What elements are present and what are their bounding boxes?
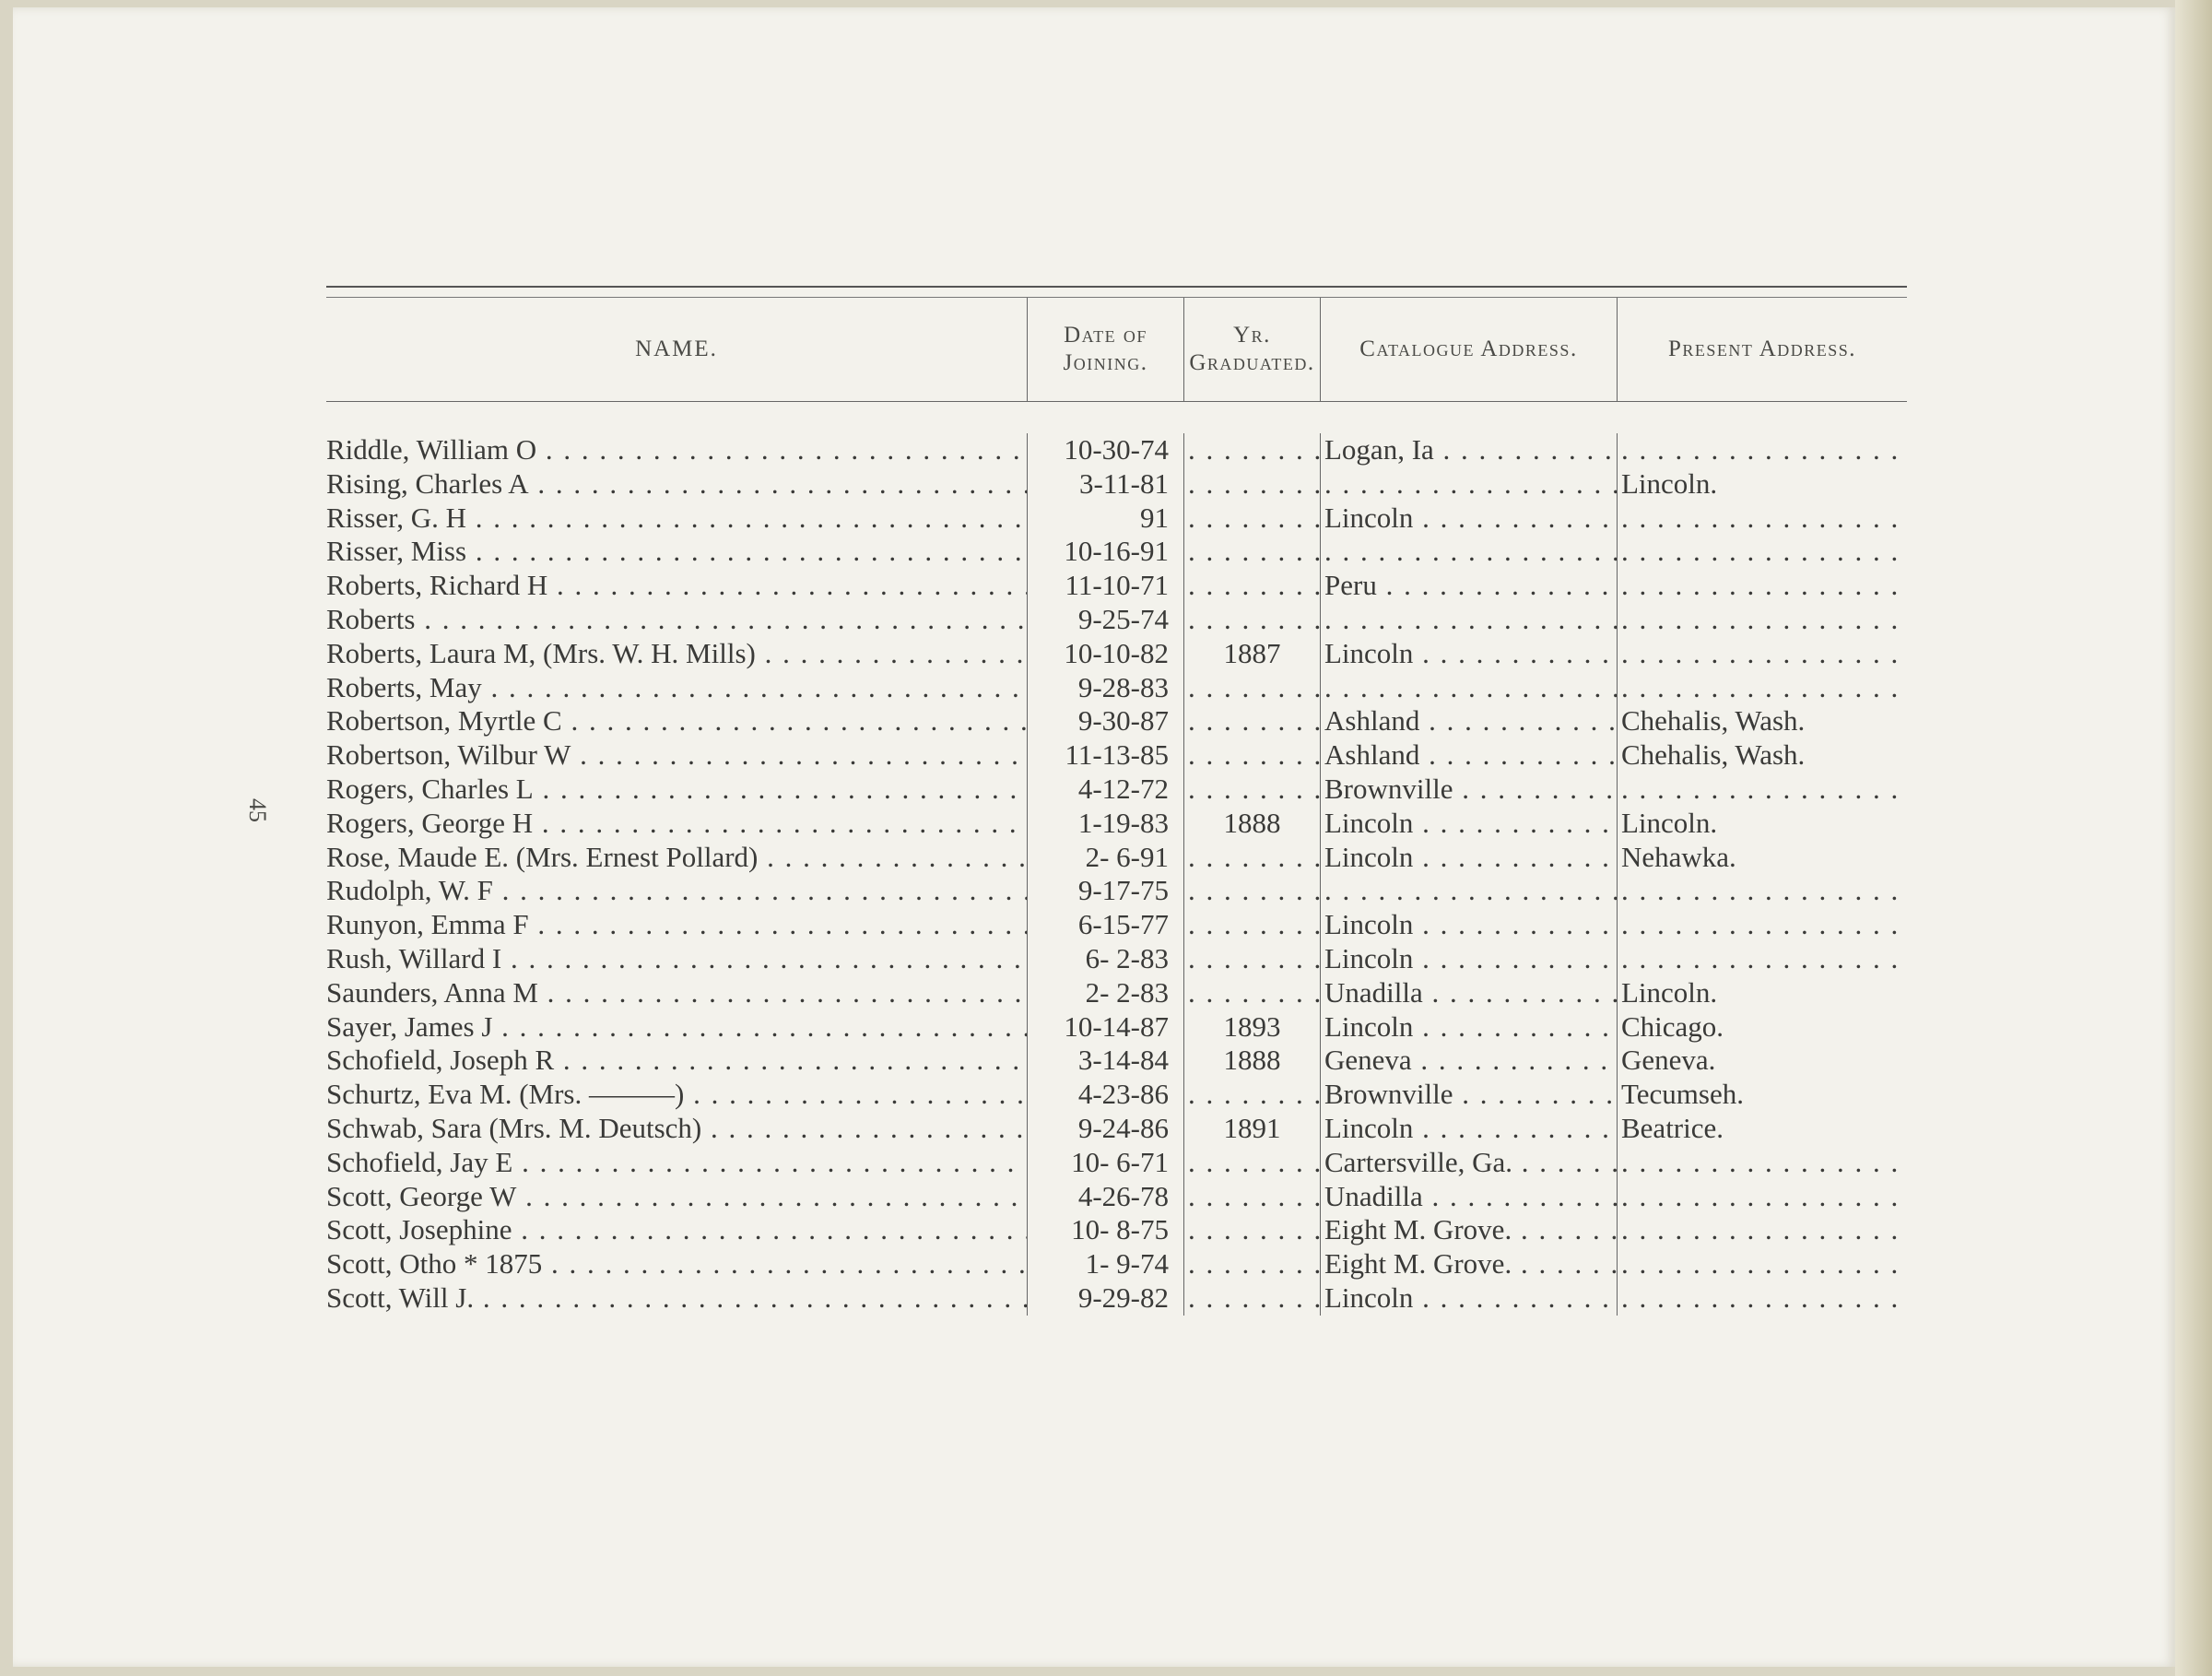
cell-date-of-joining-text: 9-24-86 (1077, 1111, 1169, 1144)
cell-catalogue-address (1320, 1044, 1617, 1078)
cell-yr-graduated (1183, 637, 1320, 671)
cell-yr-graduated (1183, 433, 1320, 467)
cell-yr-graduated-text: 1888 (1223, 1044, 1281, 1077)
cell-catalogue-address (1320, 874, 1617, 908)
cell-yr-graduated-text: 1888 (1223, 806, 1281, 839)
cell-present-address-text: Tecumseh. (1621, 1078, 1744, 1111)
cell-catalogue-address (1320, 1010, 1617, 1045)
cell-catalogue-address-text: Eight M. Grove. (1324, 1213, 1512, 1246)
top-rule (326, 286, 1907, 298)
cell-yr-graduated (1183, 671, 1320, 705)
cell-date-of-joining-text: 4-23-86 (1077, 1078, 1169, 1111)
cell-present-address (1617, 433, 1907, 467)
cell-catalogue-address-text: Brownville (1324, 772, 1453, 805)
cell-date-of-joining (1027, 502, 1183, 536)
cell-date-of-joining-text: 10-10-82 (1064, 636, 1169, 669)
cell-name (326, 535, 1027, 569)
cell-date-of-joining-text: 10-14-87 (1064, 1009, 1169, 1043)
cell-present-address (1617, 841, 1907, 875)
cell-date-of-joining-text: 91 (1140, 501, 1169, 534)
cell-name-text: Robertson, Wilbur W (326, 738, 571, 772)
cell-name (326, 467, 1027, 502)
book-page (13, 7, 2175, 1667)
cell-present-address (1617, 1180, 1907, 1214)
cell-name-text: Roberts, Richard H (326, 569, 548, 602)
cell-present-address (1617, 535, 1907, 569)
cell-present-address-text: Lincoln. (1621, 975, 1718, 1009)
cell-yr-graduated (1183, 841, 1320, 875)
cell-present-address (1617, 1146, 1907, 1180)
cell-name (326, 1146, 1027, 1180)
cell-present-address (1617, 874, 1907, 908)
cell-name (326, 1112, 1027, 1146)
cell-name-text: Rogers, George H (326, 806, 534, 839)
cell-date-of-joining-text: 1-19-83 (1077, 806, 1169, 839)
cell-present-address-text: Chehalis, Wash. (1621, 704, 1806, 738)
cell-yr-graduated-text: 1891 (1223, 1111, 1281, 1144)
cell-catalogue-address (1320, 738, 1617, 773)
cell-present-address (1617, 908, 1907, 942)
cell-name-text: Risser, Miss (326, 535, 467, 568)
cell-date-of-joining-text: 3-14-84 (1077, 1044, 1169, 1077)
cell-present-address (1617, 502, 1907, 536)
cell-name-text: Schwab, Sara (Mrs. M. Deutsch) (326, 1111, 702, 1144)
cell-name-text: Rush, Willard I (326, 941, 502, 974)
cell-name (326, 1180, 1027, 1214)
cell-catalogue-address-text: Cartersville, Ga. (1324, 1145, 1513, 1178)
cell-date-of-joining-text: 1- 9-74 (1085, 1247, 1169, 1281)
cell-catalogue-address (1320, 502, 1617, 536)
cell-yr-graduated (1183, 1213, 1320, 1247)
cell-yr-graduated (1183, 569, 1320, 603)
cell-name (326, 1078, 1027, 1112)
cell-date-of-joining (1027, 569, 1183, 603)
cell-catalogue-address-text: Peru (1324, 569, 1377, 602)
cell-catalogue-address (1320, 569, 1617, 603)
cell-yr-graduated (1183, 1112, 1320, 1146)
cell-name (326, 1010, 1027, 1045)
cell-date-of-joining (1027, 433, 1183, 467)
cell-catalogue-address (1320, 1213, 1617, 1247)
cell-catalogue-address-text: Brownville (1324, 1078, 1453, 1111)
cell-date-of-joining-text: 10-16-91 (1064, 535, 1169, 568)
header-present-address: Present Address. (1617, 298, 1907, 401)
cell-date-of-joining-text: 2- 6-91 (1085, 840, 1169, 873)
cell-name-text: Saunders, Anna M (326, 975, 538, 1009)
cell-catalogue-address (1320, 1146, 1617, 1180)
cell-present-address-text: Chicago. (1621, 1009, 1724, 1043)
cell-catalogue-address-text: Ashland (1324, 704, 1420, 738)
cell-catalogue-address-text: Logan, Ia (1324, 433, 1434, 466)
cell-present-address (1617, 1281, 1907, 1316)
cell-present-address (1617, 1247, 1907, 1281)
cell-name-text: Risser, G. H (326, 501, 467, 534)
cell-date-of-joining (1027, 603, 1183, 637)
cell-name (326, 773, 1027, 807)
cell-yr-graduated (1183, 467, 1320, 502)
cell-date-of-joining-text: 6- 2-83 (1085, 941, 1169, 974)
cell-name (326, 704, 1027, 738)
cell-catalogue-address-text: Unadilla (1324, 1179, 1423, 1212)
cell-date-of-joining (1027, 1044, 1183, 1078)
cell-yr-graduated-text: 1887 (1223, 636, 1281, 669)
cell-name-text: Riddle, William O (326, 433, 537, 466)
cell-name-text: Scott, Josephine (326, 1213, 512, 1246)
cell-present-address-text: Lincoln. (1621, 466, 1718, 500)
cell-catalogue-address-text: Lincoln (1324, 941, 1414, 974)
cell-present-address (1617, 1010, 1907, 1045)
cell-date-of-joining-text: 11-13-85 (1065, 738, 1169, 772)
cell-present-address (1617, 1078, 1907, 1112)
cell-name-text: Scott, Will J. (326, 1281, 475, 1314)
cell-name-text: Schofield, Joseph R (326, 1044, 555, 1077)
cell-name-text: Roberts, Laura M, (Mrs. W. H. Mills) (326, 636, 756, 669)
cell-present-address (1617, 671, 1907, 705)
cell-catalogue-address (1320, 671, 1617, 705)
cell-date-of-joining (1027, 1078, 1183, 1112)
cell-present-address-text: Beatrice. (1621, 1111, 1724, 1144)
cell-present-address (1617, 1213, 1907, 1247)
cell-date-of-joining (1027, 704, 1183, 738)
cell-date-of-joining (1027, 874, 1183, 908)
cell-catalogue-address (1320, 603, 1617, 637)
cell-present-address (1617, 603, 1907, 637)
cell-date-of-joining-text: 10- 6-71 (1071, 1145, 1169, 1178)
cell-date-of-joining-text: 9-30-87 (1077, 704, 1169, 738)
cell-name-text: Schofield, Jay E (326, 1145, 513, 1178)
cell-date-of-joining (1027, 1247, 1183, 1281)
cell-present-address-text: Lincoln. (1621, 806, 1718, 839)
cell-present-address (1617, 704, 1907, 738)
cell-name-text: Rogers, Charles L (326, 772, 534, 805)
cell-date-of-joining (1027, 1112, 1183, 1146)
cell-name (326, 671, 1027, 705)
cell-present-address-text: Nehawka. (1621, 840, 1736, 873)
cell-yr-graduated (1183, 1281, 1320, 1316)
cell-catalogue-address (1320, 908, 1617, 942)
cell-yr-graduated (1183, 1078, 1320, 1112)
cell-yr-graduated (1183, 704, 1320, 738)
cell-yr-graduated-text: 1893 (1223, 1009, 1281, 1043)
cell-name (326, 1247, 1027, 1281)
cell-name-text: Roberts (326, 602, 416, 635)
cell-catalogue-address (1320, 704, 1617, 738)
cell-date-of-joining-text: 3-11-81 (1079, 466, 1169, 500)
cell-catalogue-address-text: Ashland (1324, 738, 1420, 772)
page-edge (2175, 0, 2212, 1676)
cell-name-text: Scott, George W (326, 1179, 517, 1212)
table-grid (326, 298, 1907, 1316)
cell-yr-graduated (1183, 738, 1320, 773)
cell-catalogue-address (1320, 1281, 1617, 1316)
cell-date-of-joining (1027, 1146, 1183, 1180)
cell-catalogue-address (1320, 1078, 1617, 1112)
cell-present-address (1617, 807, 1907, 841)
cell-date-of-joining (1027, 671, 1183, 705)
cell-yr-graduated (1183, 1010, 1320, 1045)
cell-name-text: Runyon, Emma F (326, 908, 529, 941)
page-number: 45 (244, 798, 271, 822)
cell-catalogue-address-text: Geneva (1324, 1044, 1412, 1077)
cell-name-text: Roberts, May (326, 670, 482, 703)
header-date-of-joining: Date of Joining. (1027, 298, 1183, 401)
cell-date-of-joining-text: 2- 2-83 (1085, 975, 1169, 1009)
cell-present-address-text: Chehalis, Wash. (1621, 738, 1806, 772)
cell-date-of-joining-text: 9-25-74 (1077, 602, 1169, 635)
cell-present-address (1617, 738, 1907, 773)
cell-name (326, 603, 1027, 637)
cell-name-text: Rising, Charles A (326, 466, 529, 500)
cell-catalogue-address-text: Lincoln (1324, 806, 1414, 839)
cell-yr-graduated (1183, 908, 1320, 942)
cell-present-address (1617, 942, 1907, 976)
cell-name (326, 874, 1027, 908)
cell-catalogue-address (1320, 773, 1617, 807)
cell-catalogue-address (1320, 942, 1617, 976)
header-yr-graduated: Yr. Graduated. (1183, 298, 1320, 401)
cell-date-of-joining-text: 10- 8-75 (1071, 1213, 1169, 1246)
cell-name (326, 908, 1027, 942)
cell-catalogue-address-text: Lincoln (1324, 840, 1414, 873)
cell-present-address (1617, 1112, 1907, 1146)
cell-name (326, 569, 1027, 603)
cell-name (326, 841, 1027, 875)
cell-yr-graduated (1183, 874, 1320, 908)
cell-date-of-joining (1027, 976, 1183, 1010)
cell-date-of-joining (1027, 738, 1183, 773)
cell-name (326, 738, 1027, 773)
cell-yr-graduated (1183, 1180, 1320, 1214)
cell-name (326, 807, 1027, 841)
members-table (326, 286, 1907, 1316)
cell-date-of-joining (1027, 1180, 1183, 1214)
cell-date-of-joining (1027, 773, 1183, 807)
cell-catalogue-address (1320, 1112, 1617, 1146)
cell-yr-graduated (1183, 535, 1320, 569)
cell-catalogue-address (1320, 467, 1617, 502)
cell-catalogue-address-text: Eight M. Grove. (1324, 1247, 1512, 1281)
cell-name (326, 1281, 1027, 1316)
cell-catalogue-address (1320, 637, 1617, 671)
cell-catalogue-address (1320, 1247, 1617, 1281)
cell-date-of-joining-text: 11-10-71 (1065, 569, 1169, 602)
cell-name (326, 942, 1027, 976)
cell-yr-graduated (1183, 773, 1320, 807)
cell-date-of-joining (1027, 807, 1183, 841)
cell-present-address (1617, 773, 1907, 807)
cell-name-text: Robertson, Myrtle C (326, 704, 562, 738)
cell-catalogue-address (1320, 841, 1617, 875)
cell-catalogue-address-text: Lincoln (1324, 908, 1414, 941)
cell-date-of-joining-text: 9-28-83 (1077, 670, 1169, 703)
cell-present-address (1617, 1044, 1907, 1078)
cell-yr-graduated (1183, 1044, 1320, 1078)
cell-present-address (1617, 569, 1907, 603)
cell-catalogue-address-text: Unadilla (1324, 975, 1423, 1009)
cell-date-of-joining-text: 9-17-75 (1077, 874, 1169, 907)
cell-present-address (1617, 467, 1907, 502)
cell-date-of-joining-text: 4-26-78 (1077, 1179, 1169, 1212)
cell-catalogue-address (1320, 976, 1617, 1010)
cell-date-of-joining (1027, 1281, 1183, 1316)
cell-yr-graduated (1183, 1146, 1320, 1180)
cell-name (326, 1044, 1027, 1078)
cell-catalogue-address-text: Lincoln (1324, 501, 1414, 534)
cell-date-of-joining (1027, 1010, 1183, 1045)
cell-name (326, 502, 1027, 536)
cell-catalogue-address-text: Lincoln (1324, 1111, 1414, 1144)
cell-name-text: Rose, Maude E. (Mrs. Ernest Pollard) (326, 840, 759, 873)
cell-yr-graduated (1183, 603, 1320, 637)
cell-yr-graduated (1183, 1247, 1320, 1281)
cell-catalogue-address (1320, 1180, 1617, 1214)
cell-name-text: Rudolph, W. F (326, 874, 493, 907)
cell-date-of-joining (1027, 942, 1183, 976)
header-catalogue-address: Catalogue Address. (1320, 298, 1617, 401)
cell-date-of-joining (1027, 841, 1183, 875)
cell-date-of-joining-text: 9-29-82 (1077, 1281, 1169, 1314)
cell-catalogue-address (1320, 807, 1617, 841)
cell-name-text: Schurtz, Eva M. (Mrs. ———) (326, 1078, 685, 1111)
header-name: NAME. (635, 336, 718, 361)
cell-date-of-joining (1027, 467, 1183, 502)
cell-name-text: Scott, Otho * 1875 (326, 1247, 543, 1281)
cell-catalogue-address (1320, 433, 1617, 467)
cell-date-of-joining (1027, 637, 1183, 671)
cell-yr-graduated (1183, 502, 1320, 536)
cell-name-text: Sayer, James J (326, 1009, 493, 1043)
cell-yr-graduated (1183, 942, 1320, 976)
cell-name (326, 433, 1027, 467)
cell-present-address-text: Geneva. (1621, 1044, 1716, 1077)
header-rule (326, 401, 1907, 433)
cell-catalogue-address-text: Lincoln (1324, 1281, 1414, 1314)
cell-yr-graduated (1183, 976, 1320, 1010)
cell-catalogue-address-text: Lincoln (1324, 636, 1414, 669)
cell-present-address (1617, 976, 1907, 1010)
cell-date-of-joining-text: 4-12-72 (1077, 772, 1169, 805)
cell-catalogue-address-text: Lincoln (1324, 1009, 1414, 1043)
cell-yr-graduated (1183, 807, 1320, 841)
cell-name (326, 637, 1027, 671)
cell-date-of-joining-text: 6-15-77 (1077, 908, 1169, 941)
cell-date-of-joining (1027, 535, 1183, 569)
cell-date-of-joining-text: 10-30-74 (1064, 433, 1169, 466)
cell-name (326, 976, 1027, 1010)
cell-present-address (1617, 637, 1907, 671)
cell-date-of-joining (1027, 908, 1183, 942)
cell-name (326, 1213, 1027, 1247)
cell-date-of-joining (1027, 1213, 1183, 1247)
cell-catalogue-address (1320, 535, 1617, 569)
